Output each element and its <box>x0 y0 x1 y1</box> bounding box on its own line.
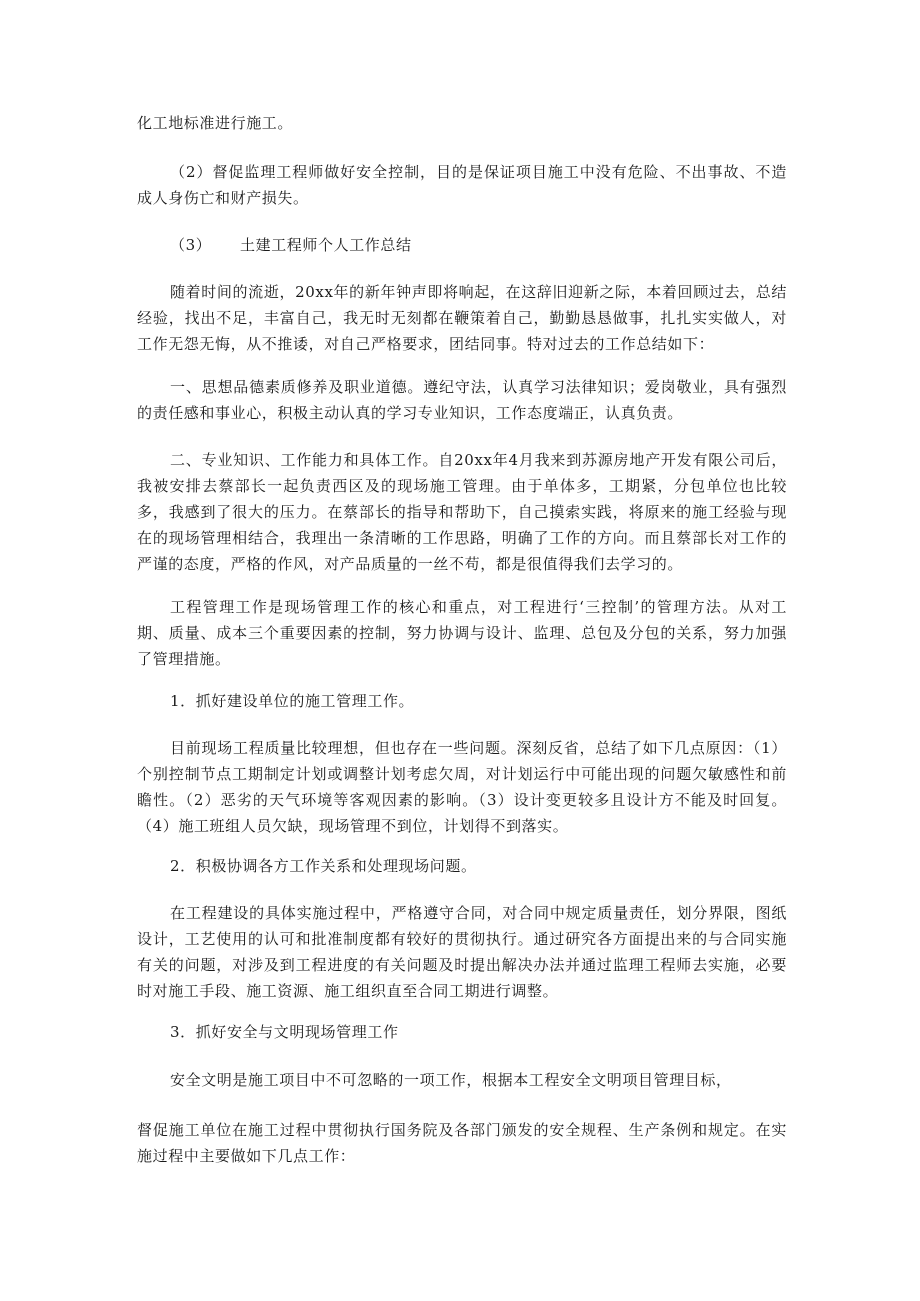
list-heading-2: 2．积极协调各方工作关系和处理现场问题。 <box>170 857 477 875</box>
section-heading <box>170 232 770 258</box>
paragraph-management: 工程管理工作是现场管理工作的核心和重点，对工程进行‘三控制’的管理方法。从对工期、质量、成本三个重要因素的控制，努力协调与设计、监理、总包及分包的关系，努力加强了管理措施。 <box>137 598 787 668</box>
paragraph-safety-detail: 督促施工单位在施工过程中贯彻执行国务院及各部门颁发的安全规程、生产条例和规定。在实施过程中主要做如下几点工作： <box>137 1121 787 1165</box>
paragraph-safety-intro: 安全文明是施工项目中不可忽略的一项工作，根据本工程安全文明项目管理目标， <box>170 1071 732 1089</box>
paragraph-contract: 在工程建设的具体实施过程中，严格遵守合同，对合同中规定质量责任，划分界限，图纸设计，工艺使用的认可和批准制度都有较好的贯彻执行。通过研究各方面提出来的与合同实施有关的问题，对涉及到工程进度的有关问题及时提出解决办法并通过监理工程师去实施，必要时对施工手段、施工资源、施工组织直至合同工期进行调整。 <box>137 904 787 1000</box>
paragraph-safety-control: （2）督促监理工程师做好安全控制，目的是保证项目施工中没有危险、不出事故、不造成人身伤亡和财产损失。 <box>137 163 787 207</box>
paragraph-intro: 随着时间的流逝，20xx年的新年钟声即将响起，在这辞旧迎新之际，本着回顾过去，总结经验，找出不足，丰富自己，我无时无刻都在鞭策着自己，勤勤恳恳做事，扎扎实实做人，对工作无怨无悔，从不推诿，对自己严格要求，团结同事。特对过去的工作总结如下： <box>137 283 787 353</box>
paragraph-quality-issues: 目前现场工程质量比较理想，但也存在一些问题。深刻反省，总结了如下几点原因：（1）个别控制节点工期制定计划或调整计划考虑欠周，对计划运行中可能出现的问题欠敏感性和前瞻性。（2）恶劣的天气环境等客观因素的影响。（3）设计变更较多且设计方不能及时回复。（4）施工班组人员欠缺，现场管理不到位，计划得不到落实。 <box>137 739 787 835</box>
paragraph-ethics: 一、思想品德素质修养及职业道德。遵纪守法，认真学习法律知识；爱岗敬业，具有强烈的责任感和事业心，积极主动认真的学习专业知识，工作态度端正，认真负责。 <box>137 378 787 422</box>
list-heading-3: 3．抓好安全与文明现场管理工作 <box>170 1023 399 1041</box>
paragraph-continuation: 化工地标准进行施工。 <box>137 114 294 132</box>
list-heading-1: 1．抓好建设单位的施工管理工作。 <box>170 692 415 710</box>
paragraph-professional: 二、专业知识、工作能力和具体工作。自20xx年4月我来到苏源房地产开发有限公司后，我被安排去蔡部长一起负责西区及的现场施工管理。由于单体多，工期紧，分包单位也比较多，我感到了很大的压力。在蔡部长的指导和帮助下，自己摸索实践，将原来的施工经验与现在的现场管理相结合，我理出一条清晰的工作思路，明确了工作的方向。而且蔡部长对工作的严谨的态度，严格的作风，对产品质量的一丝不苟，都是很值得我们去学习的。 <box>137 451 787 573</box>
section-heading-number: （3） <box>170 236 212 254</box>
section-heading-title: 土建工程师个人工作总结 <box>240 236 412 254</box>
